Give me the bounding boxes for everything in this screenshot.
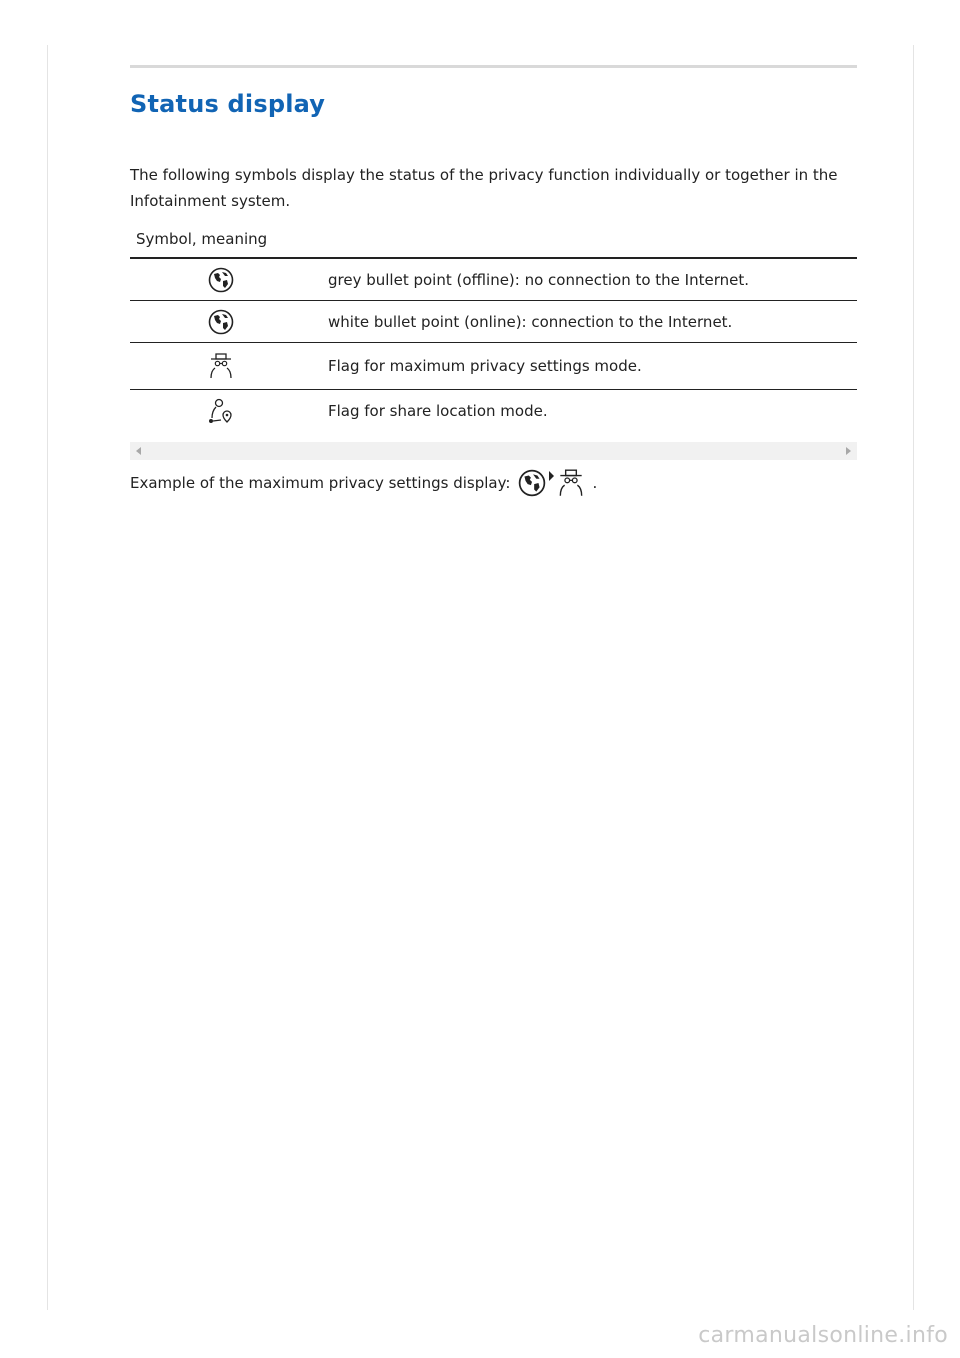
meaning-text: white bullet point (online): connection to the Internet. bbox=[328, 312, 733, 331]
example-text: Example of the maximum privacy settings display: bbox=[130, 474, 511, 492]
table-row bbox=[130, 343, 857, 390]
symbol-table bbox=[130, 257, 857, 432]
intro-paragraph: The following symbols display the status of the privacy function individually or together in the Infotainment system. bbox=[130, 166, 838, 210]
example-line bbox=[130, 466, 597, 500]
globe-online-icon bbox=[208, 309, 234, 335]
share-location-icon bbox=[206, 396, 236, 426]
meaning-text: Flag for maximum privacy settings mode. bbox=[328, 357, 642, 375]
scroll-right-icon[interactable] bbox=[846, 447, 851, 455]
header-divider bbox=[130, 65, 857, 68]
globe-icon bbox=[518, 469, 546, 497]
horizontal-scrollbar[interactable] bbox=[130, 442, 857, 460]
table-row bbox=[130, 301, 857, 343]
caret-right-icon bbox=[549, 471, 554, 481]
watermark: carmanualsonline.info bbox=[698, 1323, 948, 1348]
meaning-text: grey bullet point (offline): no connection to the Internet. bbox=[328, 270, 750, 289]
incognito-icon bbox=[556, 467, 586, 499]
meaning-text: Flag for share location mode. bbox=[328, 402, 548, 420]
table-row bbox=[130, 259, 857, 301]
example-trailing: . bbox=[592, 474, 598, 492]
globe-offline-icon bbox=[208, 267, 234, 293]
table-caption: Symbol, meaning bbox=[136, 230, 268, 248]
incognito-icon bbox=[207, 351, 235, 381]
page-margin-left bbox=[47, 45, 48, 1310]
scroll-left-icon[interactable] bbox=[136, 447, 141, 455]
page-margin-right bbox=[913, 45, 914, 1310]
page-title: Status display bbox=[130, 90, 326, 118]
table-row bbox=[130, 390, 857, 432]
